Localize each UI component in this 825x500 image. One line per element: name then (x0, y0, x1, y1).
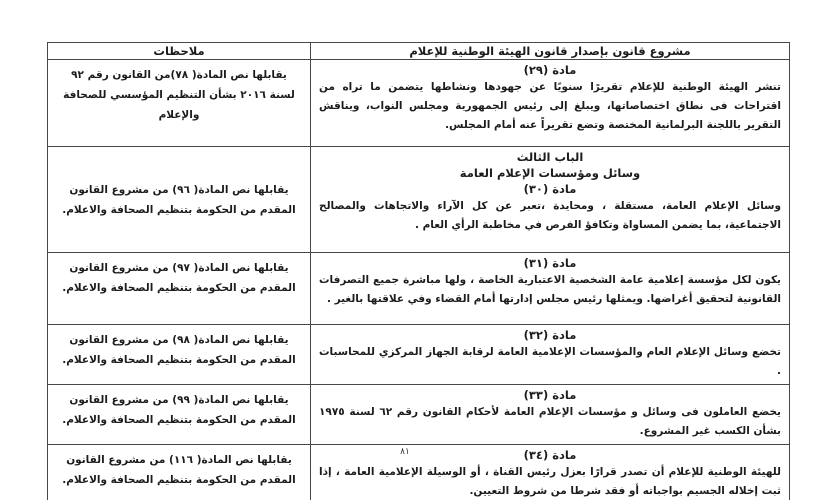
note-text: يقابلها نص المادة( ٩٧) من مشروع القانون المقدم من الحكومة بتنظيم الصحافة والاعلام. (62, 262, 296, 294)
note-text: يقابلها نص المادة( ٧٨)من القانون رقم ٩٢ لسنة ٢٠١٦ بشأن التنظيم المؤسسي للصحافة والإعلام (63, 69, 295, 121)
table-row (48, 253, 790, 325)
note-text: يقابلها نص المادة( ٩٩) من مشروع القانون المقدم من الحكومة بتنظيم الصحافة والاعلام. (62, 394, 296, 426)
article-body: وسائل الإعلام العامة، مستقلة ، ومحايدة ،تعبر عن كل الآراء والاتجاهات والمصالح الاجتماعية، بما يضمن المساواة وتكافؤ الفرص في مخاطبة الرأي العام . (319, 200, 781, 231)
chapter-heading: الباب الثالث (516, 150, 584, 164)
note-cell (48, 60, 311, 147)
note-text: يقابلها نص المادة( ١١٦) من مشروع القانون المقدم من الحكومة بتنظيم الصحافة والاعلام. (62, 454, 296, 486)
note-cell (48, 253, 311, 325)
article-cell (311, 147, 790, 253)
section-heading: وسائل ومؤسسات الإعلام العامة (459, 166, 641, 180)
article-cell (311, 60, 790, 147)
note-cell (48, 325, 311, 385)
article-body: تخضع وسائل الإعلام العام والمؤسسات الإعلامية العامة لرقابة الجهاز المركزي للمحاسبات . (319, 346, 781, 377)
article-cell (311, 385, 790, 445)
article-body: يخضع العاملون فى وسائل و مؤسسات الإعلام العامة لأحكام القانون رقم ٦٢ لسنة ١٩٧٥ بشأن الكسب غير المشروع. (319, 406, 782, 437)
article-body: للهيئة الوطنية للإعلام أن تصدر قرارًا بعزل رئيس القناة ، أو الوسيلة الإعلامية العامة ، إذا ثبت إخلاله الجسيم بواجباته أو فقد شرطا من شروط التعيين. (319, 466, 781, 497)
law-column-header: مشروع قانون بإصدار قانون الهيئة الوطنية للإعلام (311, 43, 790, 60)
table-row (48, 60, 790, 147)
note-cell (48, 147, 311, 253)
article-body: يكون لكل مؤسسة إعلامية عامة الشخصية الاعتبارية الخاصة ، ولها مباشرة جميع التصرفات القانونية لتحقيق أغراضها. ويمثلها رئيس مجلس إدارتها أمام القضاء وفي علاقتها بالغير . (319, 274, 781, 305)
table-row (48, 385, 790, 445)
article-cell (311, 253, 790, 325)
note-cell (48, 385, 311, 445)
table-row (48, 147, 790, 253)
article-heading: مادة (٣١) (523, 256, 577, 270)
article-heading: مادة (٢٩) (523, 63, 577, 77)
article-heading: مادة (٣٠) (523, 182, 577, 196)
article-cell (311, 325, 790, 385)
page-number: ٨١ (400, 447, 410, 457)
table-row (48, 325, 790, 385)
article-heading: مادة (٣٤) (523, 448, 577, 462)
note-text: يقابلها نص المادة( ٩٦) من مشروع القانون المقدم من الحكومة بتنظيم الصحافة والاعلام. (62, 183, 296, 216)
article-heading: مادة (٣٢) (523, 328, 577, 342)
article-heading: مادة (٣٣) (523, 388, 577, 402)
header-row (48, 43, 790, 60)
comparison-table (47, 42, 790, 500)
notes-column-header: ملاحظات (48, 43, 311, 60)
article-body: تنشر الهيئة الوطنية للإعلام تقريرًا سنويًا عن جهودها ونشاطها يتضمن ما تراه من اقتراحات فى نطاق اختصاصاتها، ويبلغ إلى رئيس الجمهورية ومجلس النواب، ويناقش التقرير باللجنة البرلمانية المختصة وتضع تقريراً عنه أمام المجلس. (319, 81, 781, 131)
note-text: يقابلها نص المادة( ٩٨) من مشروع القانون المقدم من الحكومة بتنظيم الصحافة والاعلام. (62, 334, 296, 366)
